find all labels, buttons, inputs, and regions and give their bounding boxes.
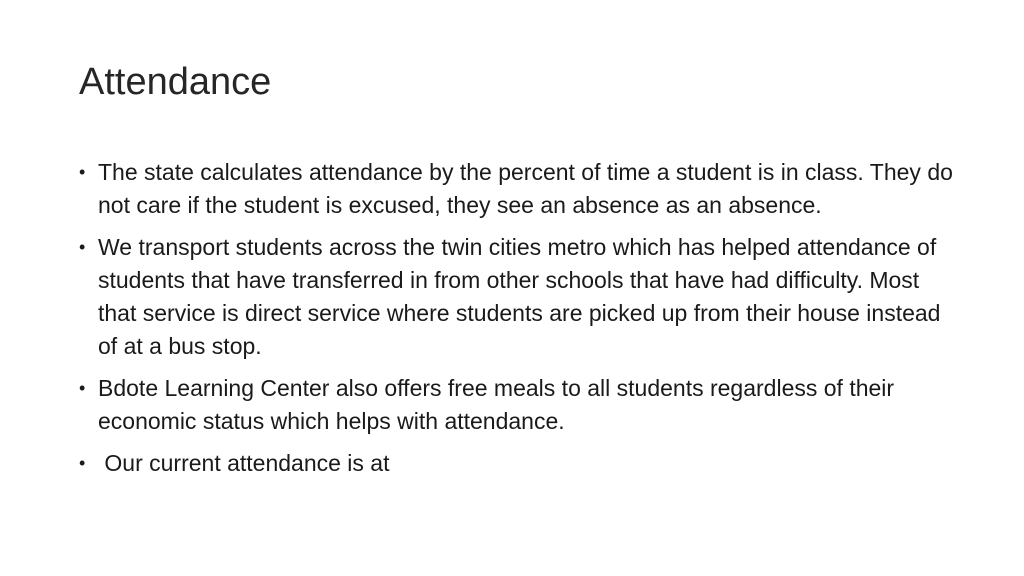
bullet-point-icon: • xyxy=(79,162,86,182)
slide-title: Attendance xyxy=(79,61,272,103)
bullet-text: Bdote Learning Center also offers free meals to all students regardless of their economic status which helps with attendance. xyxy=(98,375,895,434)
bullet-item xyxy=(79,372,959,438)
bullet-item xyxy=(79,447,959,480)
bullet-text: The state calculates attendance by the percent of time a student is in class. They do not care if the student is excused, they see an absence as an absence. xyxy=(98,159,953,218)
bullet-text: Our current attendance is at xyxy=(98,450,390,476)
bullet-point-icon: • xyxy=(79,453,86,473)
bullet-list xyxy=(79,156,959,489)
bullet-text: We transport students across the twin cities metro which has helped attendance of students that have transferred in from other schools that have had difficulty. Most that service is direct service where students are picked up from their house instead of at a bus stop. xyxy=(98,234,941,359)
bullet-point-icon: • xyxy=(79,237,86,257)
bullet-item xyxy=(79,156,959,222)
bullet-item xyxy=(79,231,959,363)
bullet-point-icon: • xyxy=(79,378,86,398)
